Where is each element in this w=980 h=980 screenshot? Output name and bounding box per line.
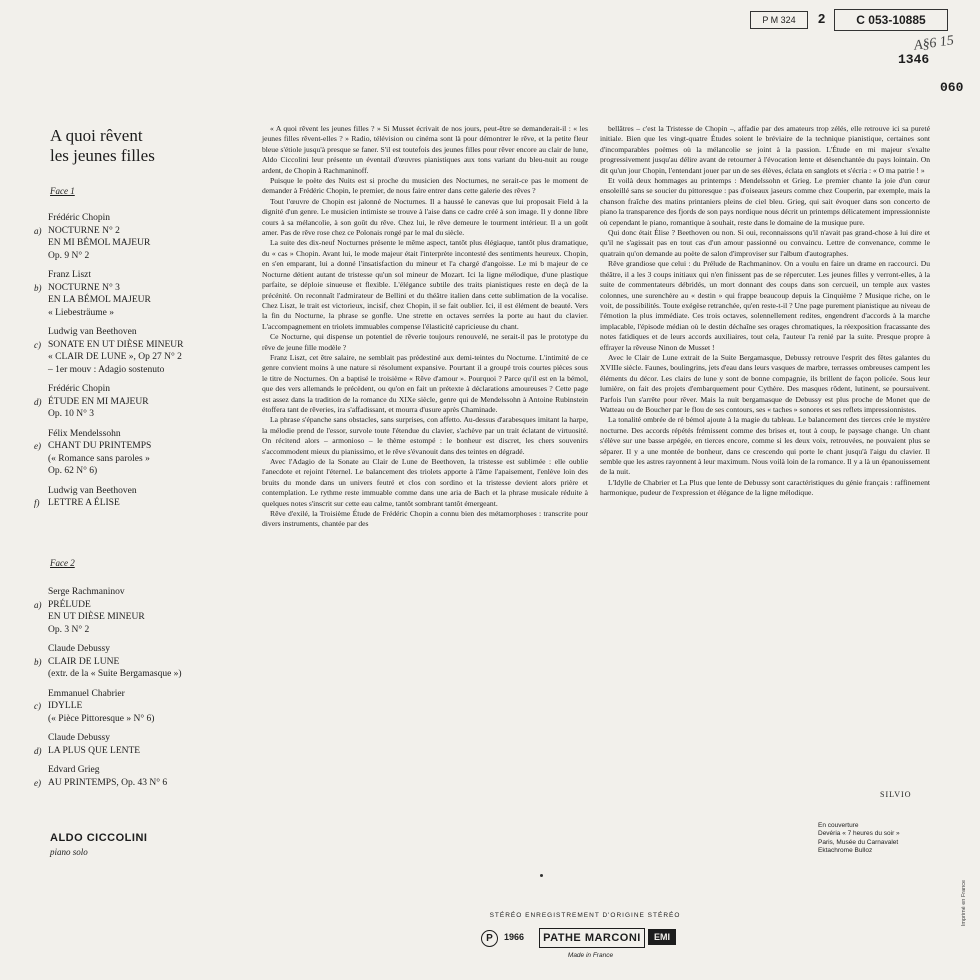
cover-credits (818, 822, 928, 856)
track-item (34, 688, 248, 726)
track-title-line: c) IDYLLE (34, 701, 83, 711)
track-composer: Edvard Grieg (48, 765, 100, 775)
phonogram-icon: P (481, 930, 498, 947)
track-item (34, 383, 248, 421)
liner-paragraph: La tonalité ombrée de ré bémol ajoute à la magie du tableau. Le balancement des tierces crée le mystère nocturne. Des accords répétés frémissent comme des brises et, tout à coup, le paysage change. Un chant s'élève sur une basse arpégée, en tierces encore, comme si les deux voix, retrouvées, ne pouvaient plus se séparer. Il y a une montée de bonheur, dans ce crescendo qui porte le chant jusqu'à l'aigu du clavier. Il semble que les astres rayonnent à leur maximum. Nous voilà loin de la romance. Il y a là un épanouissement de la nuit. (600, 415, 930, 477)
track-item (34, 732, 248, 757)
instrument: piano solo (50, 847, 88, 857)
catalog-number: C 053-10885 (834, 9, 948, 31)
track-title-line: EN UT DIÈSE MINEUR (48, 612, 145, 622)
liner-paragraph: Qui donc était Élise ? Beethoven ou non. Si oui, reconnaissons qu'il n'avait pas grand-chose à lui dire et qu'il ne s'agissait pas en tout cas d'un amour passionné ou convaincu. Lettre de convenance, comme le quatrain qu'on demande au poète de salon d'improviser sur l'album d'autographes. (600, 228, 930, 258)
liner-paragraph: Avec l'Adagio de la Sonate au Clair de Lune de Beethoven, la tristesse est sublimée : elle oublie l'anecdote et rejoint l'éternel. Le balancement des triolets apporte à l'âme l'apaisement, l'enlève loin des bruits du monde dans un univers feutré et clos con sordino et la tristesse devient alors prière et contemplation. Le rythme reste immuable comme dans une aria de Bach et la phrase musicale réduite à quelques notes s'inscrit sur cette eau calme, tantôt sombrant tantôt émergeant. (262, 457, 588, 508)
liner-paragraph: Avec le Clair de Lune extrait de la Suite Bergamasque, Debussy retrouve l'esprit des fêtes galantes du XVIIIe siècle. Faunes, boulingrins, jets d'eau dans leurs vasques de marbre, terrasses ombreuses campent les éléments du décor. Les clairs de lune y sont de bonne compagnie, ils brillent de façon policée. Sous leur lumière, on fait des projets d'embarquement pour Cythère. Des masques rôdent, lutinent, se poursuivent. Parfois l'un s'arrête pour rêver. Mais la nuit bergamasque de Debussy est plus proche de Monet que de Watteau ou de Boucher par le flou de ses contours, ses « taches » sonores et ses reflets impressionnistes. (600, 352, 930, 414)
track-composer: Félix Mendelssohn (48, 428, 121, 439)
track-letter: c) (34, 339, 41, 350)
track-composer: Franz Liszt (48, 270, 92, 280)
track-letter: b) (34, 282, 42, 293)
track-letter: d) (34, 396, 42, 407)
track-title-line: « CLAIR DE LUNE », Op 27 N° 2 (48, 352, 182, 362)
credit-line: Paris, Musée du Carnavalet (818, 838, 899, 846)
artist-name: ALDO CICCOLINI (50, 832, 148, 844)
handwritten-note: A§6 15 (913, 33, 955, 54)
liner-notes-column-2 (600, 124, 930, 499)
album-title (50, 126, 155, 166)
track-letter: e) (34, 441, 41, 451)
track-letter: a) (34, 599, 42, 610)
track-title-line: c) SONATE EN UT DIÈSE MINEUR (34, 339, 184, 350)
track-letter: b) (34, 656, 42, 667)
liner-notes-column-1 (262, 124, 588, 530)
stereo-notice: STÉRÉO ENREGISTREMENT D'ORIGINE STÉRÉO (489, 912, 681, 919)
track-composer: Emmanuel Chabrier (48, 688, 125, 699)
face-2-tracklist (34, 586, 248, 796)
track-composer: Ludwig van Beethoven (48, 327, 137, 337)
track-title-line: (extr. de la « Suite Bergamasque ») (48, 669, 182, 679)
track-composer: Claude Debussy (48, 733, 111, 743)
track-title-line: d) ÉTUDE EN MI MAJEUR (34, 396, 149, 407)
track-title-line: EN MI BÉMOL MAJEUR (48, 238, 151, 248)
track-composer: Frédéric Chopin (48, 213, 111, 223)
liner-paragraph: Franz Liszt, cet être salaire, ne semblait pas prédestiné aux demi-teintes du Nocturne. L'intimité de ce genre convient moins à une nature si résolument expansive. Pourtant il a groupé trois courtes pièces sous le titre de Nocturnes. On a baptisé le troisième « Rêve d'amour ». Pourquoi ? Parce qu'il est en la bémol, que des vers allemands le précèdent, ou qu'on en fait un prétexte à déclarations amoureuses ? Cette page est assez dans la tradition de la romance du XIXe siècle, genre qui de Mendelssohn à Antoine Rubinstein étoffera tant de rêveries, ira s'affadissant, et mourra d'usure après Chaminade. (262, 352, 588, 414)
stamp-number-1: 1346 (898, 52, 930, 67)
credit-line: Devéria « 7 heures du soir » (818, 830, 900, 838)
track-item (34, 643, 248, 681)
track-title-line: a) NOCTURNE N° 2 (34, 225, 120, 236)
track-title-line: (« Pièce Pittoresque » N° 6) (48, 713, 155, 724)
credit-line: En couverture (818, 822, 859, 829)
liner-paragraph: Rêve grandiose que celui : du Prélude de Rachmaninov. On a voulu en faire un drame en raccourci. Du théâtre, il a les 3 coups initiaux qui n'en finissent pas de se répercuter. Les jeunes filles y verront-elles, à la suite de commentateurs débridés, un mort donnant des coups dans son cercueil, un temple aux vastes colonnes, une surenchère au « destin » qui frappe beaucoup depuis la Cinquième ? Musique riche, on le voit, de possibilités. Toute exégèse retranchée, qu'en reste-t-il ? Une page purement pianistique au niveau de l'émotion la plus immédiate. Ces trois octaves, solennellement redites, engendrent d'accords à la marche implacable, l'épisode médian où le destin déchaîne ses orages chromatiques, la réexposition fracassante des notes fatidiques et de leurs accords auxiliaires, tout cela, l'auteur l'a renié par la suite. Presque propre à effrayer la rêveuse Ninon de Musset ! (600, 259, 930, 352)
track-title-line: Op. 62 N° 6) (48, 466, 98, 476)
stamp-number-2: 060 (940, 80, 964, 95)
track-title-line: f) LETTRE A ÉLISE (34, 498, 120, 508)
track-composer: Claude Debussy (48, 644, 111, 654)
track-title-line: « Liebesträume » (48, 307, 114, 318)
track-title-line: d) LA PLUS QUE LENTE (34, 745, 141, 756)
liner-paragraph: L'Idylle de Chabrier et La Plus que lente de Debussy sont caractéristiques du génie français : raffinement harmonique, pudeur de l'expression et élégance de la ligne mélodique. (600, 477, 930, 498)
face-2-label: Face 2 (50, 558, 75, 568)
track-title-line: Op. 10 N° 3 (48, 409, 95, 419)
track-composer: Serge Rachmaninov (48, 587, 125, 597)
liner-paragraph: Puisque le poète des Nuits est si proche du musicien des Nocturnes, ne serait-ce pas le moment de demander à Frédéric Chopin, le premier, de nous faire entrer dans cette galerie des rêves ? (262, 176, 588, 196)
liner-paragraph: La suite des dix-neuf Nocturnes présente le même aspect, tantôt plus élégiaque, tantôt plus dramatique, du « cas » Chopin. Avant lui, le mode majeur était l'interprète incontesté des sentiments heureux. Chopin, en s'en emparant, lui a donné l'insatisfaction du mineur et l'a chargé d'angoisse. Le mi b majeur de ce Nocturne détient autant de tristesse qu'un sol mineur de Mozart. Ici la ligne mélodique, d'une plastique parfaite, se déploie sinueuse et flexible. L'élégance subtile des traits pianistiques reste en deçà de la précénité. On reconnaît l'admirateur de Bellini et du théâtre italien dans cette sublimation de la vocalise. Chez Liszt, le trait est victorieux, incisif, chez Chopin, il se fait oublier. Ici, il est élément de beauté. Vers la fin du Nocturne, la phrase se gonfle. Une strette en octaves serrées la porte au haut du clavier. L'accompagnement en triolets immuables compense l'élasticité capricieuse du chant. (262, 238, 588, 331)
liner-paragraph: « A quoi rêvent les jeunes filles ? » Si Musset écrivait de nos jours, peut-être se demanderait-il : « les jeunes filles rêvent-elles ? » Radio, télévision ou cinéma sont là pour démontrer le rêve, et la petite fleur bleue s'étiole jusqu'à presque se faner. S'il est toutefois des jeunes filles pour rêver encore au clair de lune, Aldo Ciccolini leur présente un éventail d'œuvres pianistiques aux tons variant du bleu-nuit au rouge ardent, de Chopin à Rachmaninoff. (262, 124, 588, 175)
track-title-line: b) CLAIR DE LUNE (34, 656, 120, 667)
title-line-2: les jeunes filles (50, 146, 155, 165)
track-letter: f) (34, 498, 40, 508)
track-composer: Ludwig van Beethoven (48, 485, 137, 496)
track-title-line: – 1er mouv : Adagio sostenuto (48, 364, 165, 375)
emi-logo: EMI (648, 929, 676, 945)
track-title-line: Op. 9 N° 2 (48, 250, 90, 261)
face-1-label: Face 1 (50, 186, 75, 196)
title-line-1: A quoi rêvent (50, 126, 143, 145)
track-title-line: Op. 3 N° 2 (48, 624, 90, 635)
track-item (34, 586, 248, 636)
track-letter: a) (34, 225, 42, 236)
track-item (34, 485, 248, 510)
track-letter: c) (34, 701, 41, 711)
track-title-line: e) AU PRINTEMPS, Op. 43 N° 6 (34, 777, 168, 788)
liner-paragraph: Ce Nocturne, qui dispense un potentiel de rêverie toujours renouvelé, ne serait-il pas le prototype du rêve de jeune fille modèle ? (262, 332, 588, 352)
release-year: 1966 (504, 932, 525, 942)
liner-paragraph: bellâtres – c'est la Tristesse de Chopin –, affadie par des amateurs trop zélés, elle retrouve ici sa pureté initiale. Bien que les vingt-quatre Études soient le bréviaire de la technique pianistique, certaines sont d'incomparables poèmes où la mélancolie se joint à la passion. L'Étude en mi majeur s'exalte progressivement jusqu'au délire avant de retourner à l'évocation lente et désenchantée du pays lointain. On dit qu'un jour Chopin, l'entendant jouer par un de ses élèves, éclata en sanglots et s'écria : « O ma patrie ! » (600, 124, 930, 175)
track-item (34, 326, 248, 376)
face-1-tracklist (34, 212, 248, 517)
side-number: 2 (818, 11, 826, 26)
liner-paragraph: Et voilà deux hommages au printemps : Mendelssohn et Grieg. Le premier chante la joie d'un cœur ensoleillé sans se soucier du pittoresque : pas d'oiseaux jaseurs comme chez Couperin, par exemple, mais la chanson fraîche des matins printaniers pleins de ciel bleu. Grieg, qui sait évoquer dans son concerto de piano la transparence des fjords de son pays nordique nous décrit un printemps délicatement impressionniste où cependant le piano, romantique à souhait, reste dans le domaine de la musique pure. (600, 176, 930, 227)
credit-line: Ektachrome Bulloz (818, 847, 873, 855)
track-title-line: (« Romance sans paroles » (48, 453, 150, 464)
author-signature: SILVIO (880, 790, 912, 799)
track-title-line: e) CHANT DU PRINTEMPS (34, 441, 152, 451)
track-item (34, 269, 248, 319)
track-letter: e) (34, 777, 41, 788)
made-in: Made in France (567, 952, 614, 959)
track-title-line: b) NOCTURNE N° 3 (34, 282, 120, 293)
track-title-line: a) PRÉLUDE (34, 599, 91, 610)
track-title-line: EN LA BÉMOL MAJEUR (48, 295, 151, 305)
vertical-print-note: Imprimé en France (961, 880, 967, 927)
label-logo: PATHE MARCONI (539, 928, 645, 948)
track-letter: d) (34, 745, 42, 756)
pm-code-box: P M 324 (750, 11, 808, 29)
track-composer: Frédéric Chopin (48, 384, 111, 394)
track-item (34, 212, 248, 262)
liner-paragraph: Rêve d'exilé, la Troisième Étude de Frédéric Chopin a connu bien des métamorphoses : transcrite pour divers instruments, chantée par des (262, 509, 588, 529)
liner-paragraph: La phrase s'épanche sans obstacles, sans surprises, con affetto. Au-dessus d'arabesques imitant la harpe, la mélodie prend de l'essor, survole toute l'étendue du clavier, s'achève par un trait éclatant de virtuosité. On récitend alors – armonioso – le thème estompé : le bonheur est discret, les chers souvenirs s'accommodent mieux du pianissimo, et le rêve s'évanouit dans des teintes en dégradé. (262, 415, 588, 456)
track-item (34, 764, 248, 789)
liner-paragraph: Tout l'œuvre de Chopin est jalonné de Nocturnes. Il a haussé le canevas que lui proposait Field à la dignité d'un genre. Le musicien intimiste se trouve à l'aise dans ce cadre créé à son image. Il y donne libre cours à sa mélancolie, à son goût du rêve. Chez lui, le rêve demeure le tourment intérieur. Il a un goût amer. Pas de rêve rose chez ce Polonais rongé par le mal du siècle. (262, 196, 588, 238)
track-item (34, 428, 248, 478)
speck (540, 874, 543, 877)
